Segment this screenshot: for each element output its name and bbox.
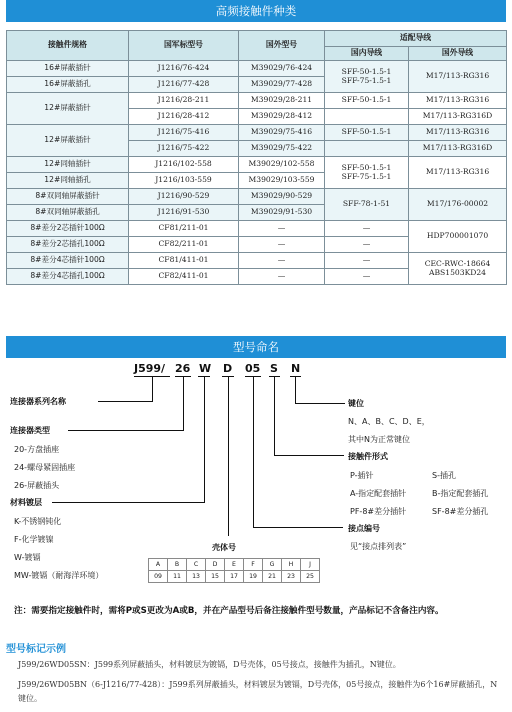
cell-foreign-wire: M17/113-RG316: [409, 125, 507, 141]
cell-spec: 12#同轴插针: [7, 157, 129, 173]
cell-foreign-wire: M17/113-RG316: [409, 93, 507, 109]
cell-domestic-wire: SFF-50-1.5-1 SFF-75-1.5-1: [325, 61, 409, 93]
cell-foreign: M39029/76-424: [239, 61, 325, 77]
part-key: N: [291, 362, 301, 375]
part-contact-no: 05: [245, 362, 261, 375]
leader-line: [183, 376, 184, 431]
shell-letter: G: [263, 559, 282, 571]
table-row: [7, 189, 507, 205]
shell-letter: D: [206, 559, 225, 571]
header-domestic-wire: 国内导线: [325, 47, 409, 61]
example-line: J599/26WD05BN（6-J1216/77-428）：J599系列屏蔽插头，材料镀层为镀镉，D号壳体，05号接点，接触件为6个16#屏蔽插孔，N键位。: [18, 680, 498, 703]
cell-military: CF81/211-01: [129, 221, 239, 237]
cell-foreign: M39029/77-428: [239, 77, 325, 93]
example-line: J599/26WD05SN：J599系列屏蔽插头，材料镀层为镀镉，D号壳体，05号接点，接触件为插孔，N键位。: [18, 660, 401, 669]
leader-line: [295, 403, 345, 404]
cell-domestic-wire: SFF-78-1-51: [325, 189, 409, 221]
cell-military: J1216/28-211: [129, 93, 239, 109]
cell-domestic-wire: SFF-50-1.5-1: [325, 125, 409, 141]
table-row: [7, 253, 507, 269]
part-contact-form: S: [270, 362, 278, 375]
cell-foreign-wire: M17/113-RG316: [409, 61, 507, 93]
cell-foreign-wire: CEC-RWC-18664 ABS1503KD24: [409, 253, 507, 285]
cell-foreign: M39029/75-416: [239, 125, 325, 141]
cell-military: J1216/77-428: [129, 77, 239, 93]
part-series: J599/: [134, 362, 166, 375]
cell-foreign: M39029/103-559: [239, 173, 325, 189]
cell-domestic-wire: SFF-50-1.5-1 SFF-75-1.5-1: [325, 157, 409, 189]
leader-line: [52, 502, 205, 503]
cell-military: CF82/411-01: [129, 269, 239, 285]
cell-foreign-wire: HDP700001070: [409, 221, 507, 253]
key-item: 其中N为正常键位: [348, 435, 410, 444]
header-military: 国军标型号: [129, 31, 239, 61]
note-text: 注：需要指定接触件时，需将P或S更改为A或B，并在产品型号后备注接触件型号数量，产品标记不含备注内容。: [14, 606, 444, 616]
shell-number: 17: [225, 571, 244, 583]
cell-military: J1216/103-559: [129, 173, 239, 189]
cell-spec: 8#差分4芯插针100Ω: [7, 253, 129, 269]
leader-line: [228, 376, 229, 536]
section-title-model-naming: 型号命名: [6, 336, 506, 358]
cell-military: J1216/75-416: [129, 125, 239, 141]
cell-foreign-wire: M17/113-RG316D: [409, 109, 507, 125]
cell-domestic-wire: [325, 109, 409, 125]
type-item: 26-屏蔽插头: [14, 481, 60, 490]
label-key: 键位: [348, 399, 364, 408]
cell-military: J1216/28-412: [129, 109, 239, 125]
cell-military: J1216/91-530: [129, 205, 239, 221]
cell-domestic-wire: —: [325, 221, 409, 237]
plating-item: MW-镀镉（耐海洋环境）: [14, 571, 104, 580]
type-item: 20-方盘插座: [14, 445, 60, 454]
label-plating: 材料镀层: [10, 498, 42, 507]
cell-foreign: M39029/75-422: [239, 141, 325, 157]
label-type: 连接器类型: [10, 426, 50, 435]
table-row: [7, 221, 507, 237]
plating-item: F-化学镀镍: [14, 535, 54, 544]
form-item: A-指定配套插针: [350, 489, 407, 498]
examples-title: 型号标记示例: [6, 644, 66, 655]
table-row: [7, 125, 507, 141]
shell-letter: C: [187, 559, 206, 571]
form-item: B-指定配套插孔: [432, 489, 489, 498]
cell-spec: 8#双同轴屏蔽插针: [7, 189, 129, 205]
header-foreign: 国外型号: [239, 31, 325, 61]
cell-spec: 12#屏蔽插针: [7, 93, 129, 125]
cell-domestic-wire: —: [325, 253, 409, 269]
part-shell: D: [223, 362, 233, 375]
shell-letter: H: [282, 559, 301, 571]
label-series: 连接器系列名称: [10, 397, 66, 406]
contact-types-table: [6, 30, 507, 285]
cell-military: J1216/75-422: [129, 141, 239, 157]
shell-number: 23: [282, 571, 301, 583]
shell-letter: A: [149, 559, 168, 571]
section-title-contact-types: 高频接触件种类: [6, 0, 506, 22]
contact-item: 见“接点排列表”: [350, 542, 407, 551]
cell-domestic-wire: —: [325, 237, 409, 253]
cell-foreign: —: [239, 221, 325, 237]
cell-domestic-wire: [325, 141, 409, 157]
form-item: S-插孔: [432, 471, 456, 480]
cell-spec: 8#差分4芯插孔100Ω: [7, 269, 129, 285]
cell-foreign-wire: M17/113-RG316: [409, 157, 507, 189]
label-shell: 壳体号: [212, 543, 236, 552]
leader-line: [253, 527, 343, 528]
leader-line: [274, 376, 275, 456]
shell-number: 25: [301, 571, 320, 583]
cell-foreign: M39029/90-529: [239, 189, 325, 205]
header-foreign-wire: 国外导线: [409, 47, 507, 61]
header-spec: 接触件规格: [7, 31, 129, 61]
shell-number: 11: [168, 571, 187, 583]
plating-item: W-镀镉: [14, 553, 41, 562]
part-type: 26: [175, 362, 191, 375]
table-row: [7, 61, 507, 77]
shell-number: 09: [149, 571, 168, 583]
cell-military: J1216/90-529: [129, 189, 239, 205]
shell-number: 21: [263, 571, 282, 583]
cell-foreign: M39029/91-530: [239, 205, 325, 221]
shell-letter: J: [301, 559, 320, 571]
cell-spec: 8#差分2芯插针100Ω: [7, 221, 129, 237]
label-contact-form: 接触件形式: [348, 452, 388, 461]
cell-foreign: M39029/28-412: [239, 109, 325, 125]
cell-foreign-wire: M17/113-RG316D: [409, 141, 507, 157]
type-item: 24-螺母紧固插座: [14, 463, 76, 472]
table-row: [7, 93, 507, 109]
cell-foreign: M39029/102-558: [239, 157, 325, 173]
shell-number: 15: [206, 571, 225, 583]
cell-spec: 16#屏蔽插孔: [7, 77, 129, 93]
leader-line: [253, 376, 254, 528]
cell-spec: 12#屏蔽插针: [7, 125, 129, 157]
label-contact-no: 接点编号: [348, 524, 380, 533]
shell-size-table: [148, 558, 320, 583]
cell-military: CF81/411-01: [129, 253, 239, 269]
shell-letter: F: [244, 559, 263, 571]
shell-number: 19: [244, 571, 263, 583]
cell-domestic-wire: —: [325, 269, 409, 285]
cell-spec: 16#屏蔽插针: [7, 61, 129, 77]
cell-spec: 8#差分2芯插孔100Ω: [7, 237, 129, 253]
shell-number: 13: [187, 571, 206, 583]
shell-letter: B: [168, 559, 187, 571]
cell-military: CF82/211-01: [129, 237, 239, 253]
leader-line: [68, 430, 184, 431]
cell-foreign: —: [239, 253, 325, 269]
cell-spec: 12#同轴插孔: [7, 173, 129, 189]
form-item: SF-8#差分插孔: [432, 507, 489, 516]
shell-letter: E: [225, 559, 244, 571]
cell-military: J1216/102-558: [129, 157, 239, 173]
cell-foreign: —: [239, 237, 325, 253]
cell-foreign: —: [239, 269, 325, 285]
key-item: N、A、B、C、D、E，: [348, 417, 430, 426]
cell-foreign: M39029/28-211: [239, 93, 325, 109]
table-row: [7, 157, 507, 173]
leader-line: [152, 376, 153, 402]
leader-line: [98, 401, 153, 402]
cell-domestic-wire: SFF-50-1.5-1: [325, 93, 409, 109]
header-wire: 适配导线: [325, 31, 507, 47]
leader-line: [204, 376, 205, 503]
part-plating: W: [199, 362, 212, 375]
plating-item: K-不锈钢钝化: [14, 517, 62, 526]
leader-line: [295, 376, 296, 404]
form-item: PF-8#差分插针: [350, 507, 407, 516]
cell-foreign-wire: M17/176-00002: [409, 189, 507, 221]
leader-line: [274, 455, 344, 456]
cell-spec: 8#双同轴屏蔽插孔: [7, 205, 129, 221]
form-item: P-插针: [350, 471, 374, 480]
cell-military: J1216/76-424: [129, 61, 239, 77]
